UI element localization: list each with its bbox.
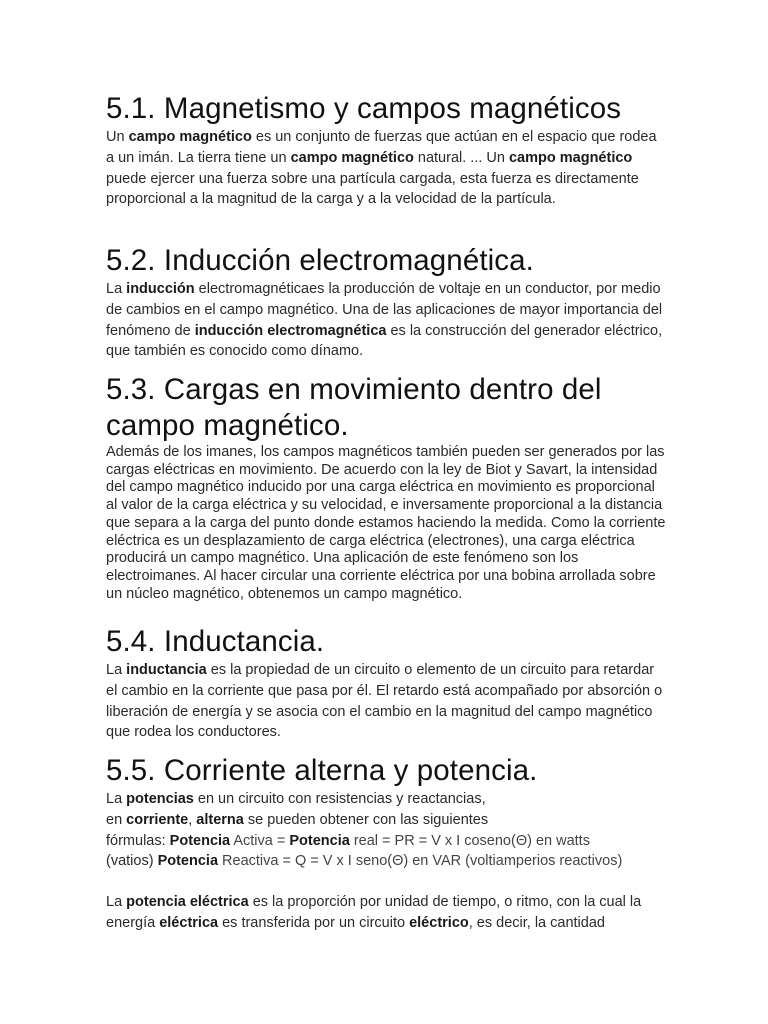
section-paragraph: Un campo magnético es un conjunto de fuerzas que actúan en el espacio que rodea a un imán. La tierra tiene un campo magnético natural. ... Un campo magnético puede ejercer una fuerza sobre una partícula cargada, esta fuerza es directamente proporcional a la magnitud de la carga y a la velocidad de la partícula. xyxy=(106,129,657,208)
section-inductancia xyxy=(106,624,666,743)
section-paragraph: La potencia eléctrica es la proporción por unidad de tiempo, o ritmo, con la cual la energía eléctrica es transferida por un circuito eléctrico, es decir, la cantidad xyxy=(106,894,642,931)
section-paragraph: Además de los imanes, los campos magnéticos también pueden ser generados por las cargas eléctricas en movimiento. De acuerdo con la ley de Biot y Savart, la intensidad del campo magnético inducido por una carga eléctrica en movimiento es proporcional al valor de la carga eléctrica y su velocidad, e inversamente proporcional a la distancia que separa a la carga del punto donde estamos haciendo la medida. Como la corriente eléctrica es un desplazamiento de carga eléctrica (electrones), una carga eléctrica producirá un campo magnético. Una aplicación de este fenómeno son los electroimanes. Al hacer circular una corriente eléctrica por una bobina arrollada sobre un núcleo magnético, obtenemos un campo magnético. xyxy=(106,444,666,602)
section-heading: 5.5. Corriente alterna y potencia. xyxy=(106,754,538,787)
section-heading: 5.4. Inductancia. xyxy=(106,625,325,658)
section-paragraph: La inducción electromagnéticaes la producción de voltaje en un conductor, por medio de cambios en el campo magnético. Una de las aplicaciones de mayor importancia del fenómeno de inducción electromagnética es la construcción del generador eléctrico, que también es conocido como dínamo. xyxy=(106,281,663,360)
section-magnetismo xyxy=(106,91,666,210)
section-paragraph: La inductancia es la propiedad de un circuito o elemento de un circuito para retardar el cambio en la corriente que pasa por él. El retardo está acompañado por absorción o liberación de energía y se asocia con el cambio en la magnitud del campo magnético que rodea los conductores. xyxy=(106,662,663,741)
section-corriente-alterna xyxy=(106,753,666,934)
section-cargas xyxy=(106,372,666,603)
section-heading: 5.3. Cargas en movimiento dentro del campo magnético. xyxy=(106,373,602,442)
section-induccion xyxy=(106,243,666,362)
section-heading: 5.2. Inducción electromagnética. xyxy=(106,244,534,277)
formulas-paragraph: La potencias en un circuito con resistencias y reactancias, en corriente, alterna se pueden obtener con las siguientes fórmulas: Potencia Activa = Potencia real = PR = V x I coseno(Θ) en watts (vatios) Potencia Reactiva = Q = V x I seno(Θ) en VAR (voltiamperios reactivos) xyxy=(106,791,623,870)
section-heading: 5.1. Magnetismo y campos magnéticos xyxy=(106,92,622,125)
